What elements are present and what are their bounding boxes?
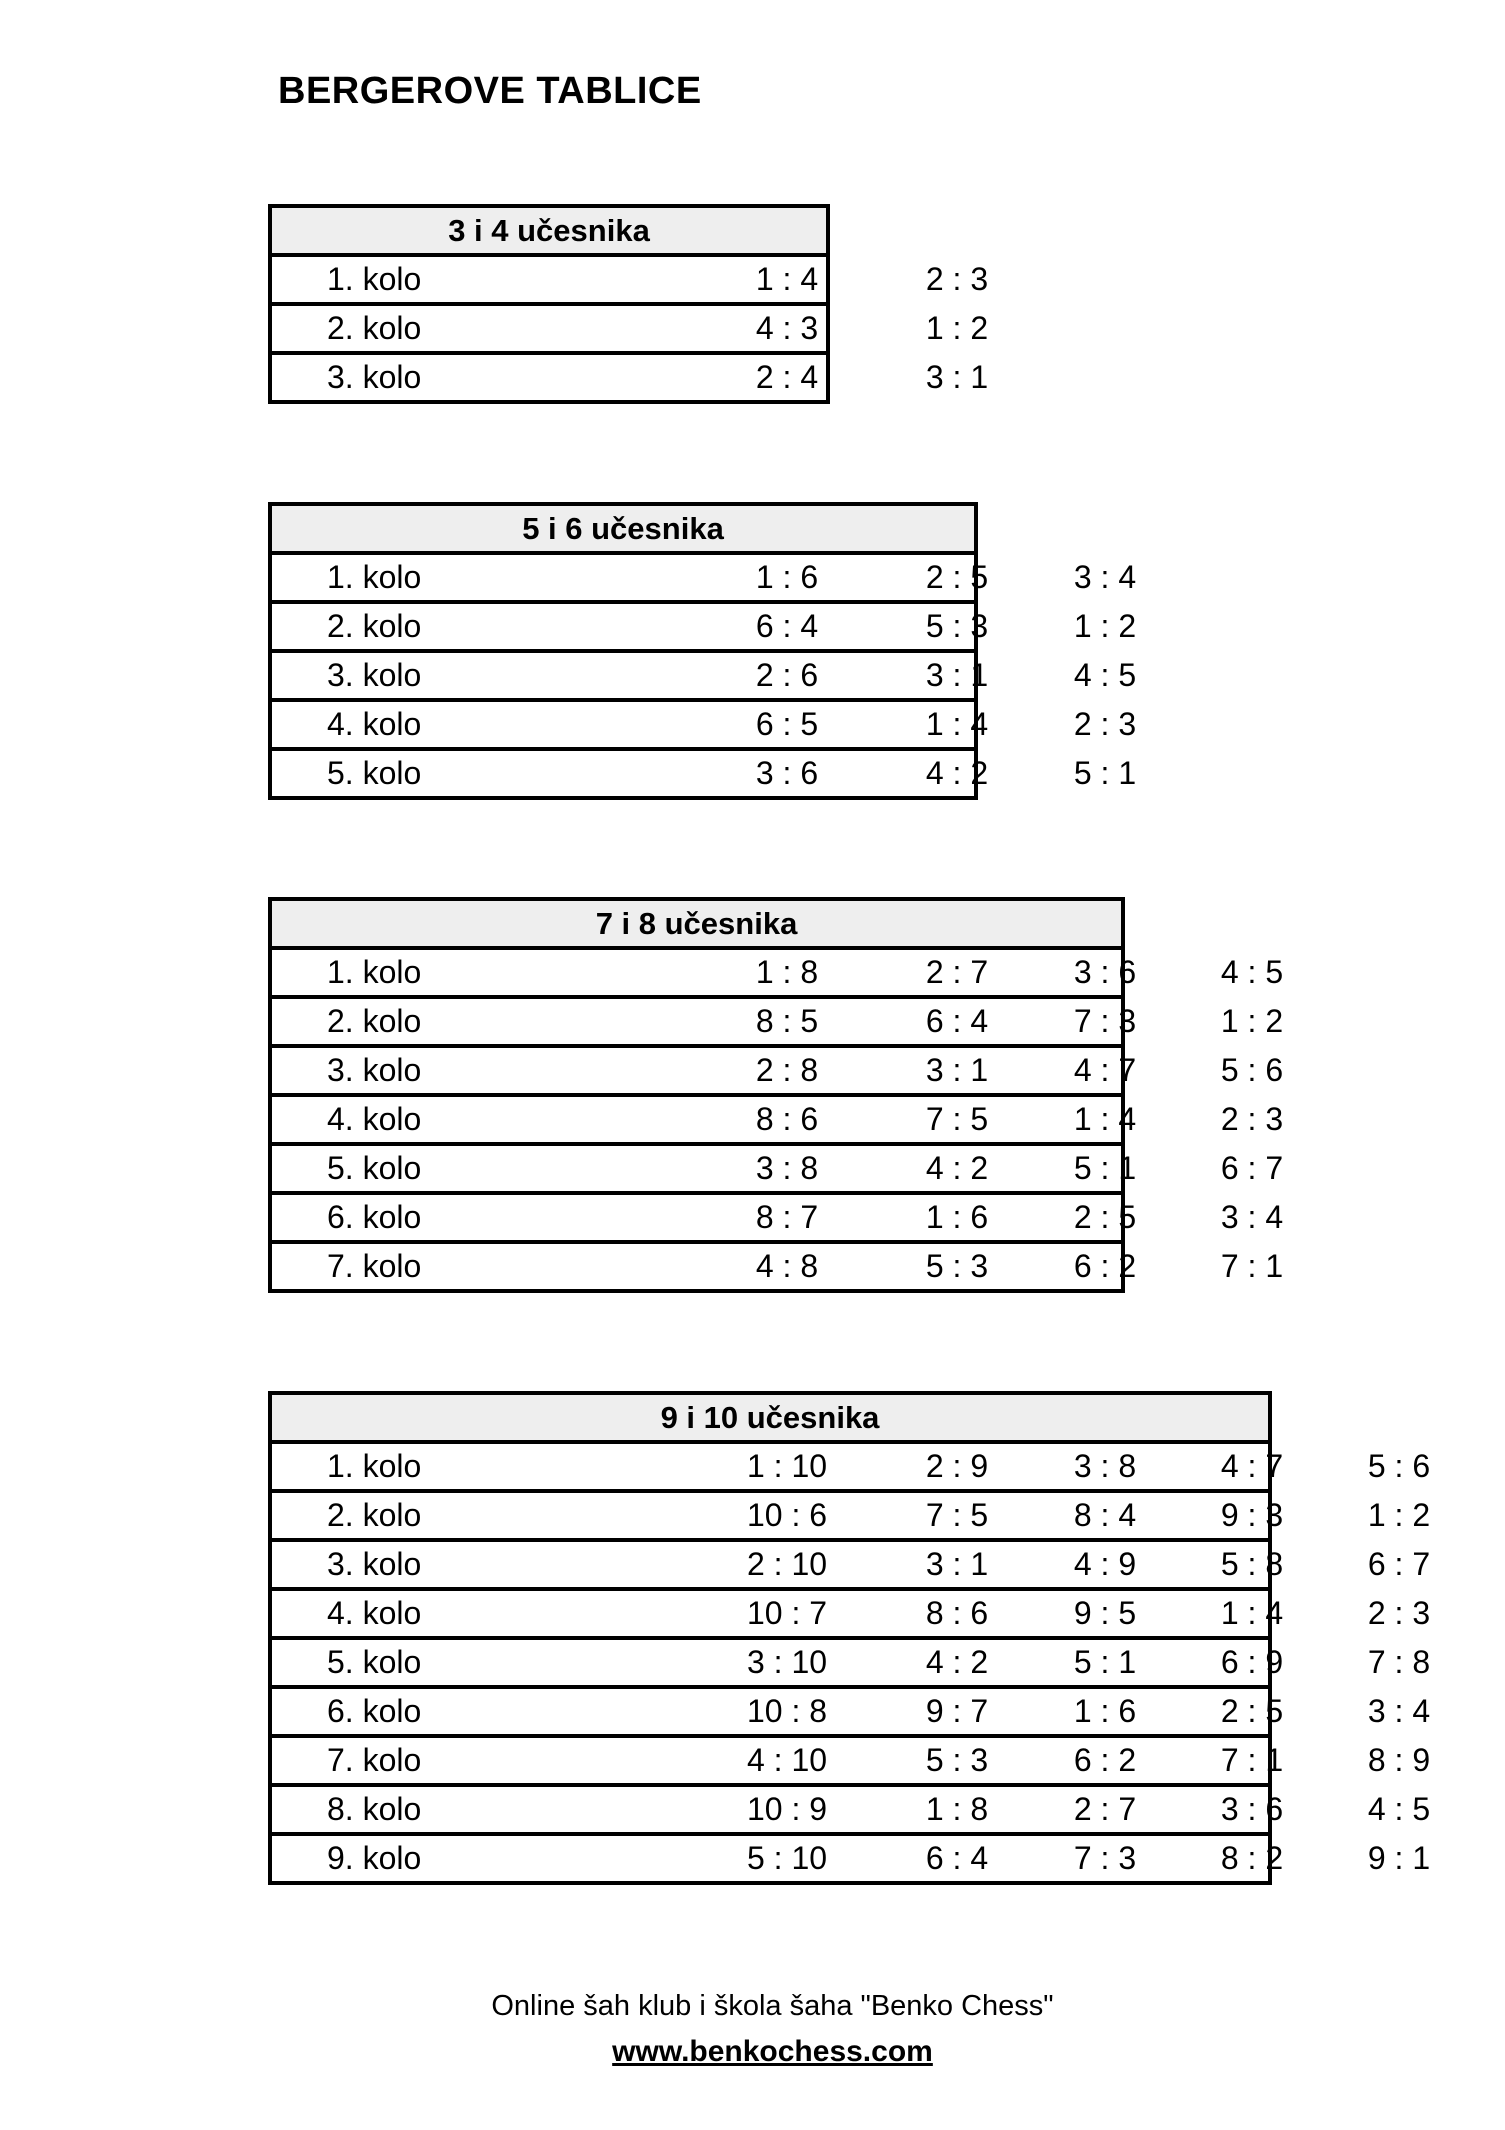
round-label: 9. kolo — [327, 1840, 422, 1876]
pairing-cell: 2 : 5 — [925, 559, 989, 595]
round-label: 4. kolo — [327, 1101, 422, 1137]
pairing-cell: 1 : 8 — [925, 1791, 989, 1827]
table-row — [272, 1444, 1431, 1493]
table-row — [272, 751, 1137, 796]
pairing-cell: 5 : 3 — [925, 1248, 989, 1284]
pairing-cell: 10 : 6 — [746, 1497, 828, 1533]
pairing-cell: 10 : 7 — [746, 1595, 828, 1631]
round-label: 6. kolo — [327, 1199, 422, 1235]
pairing-cell: 6 : 5 — [755, 706, 819, 742]
pairing-cell: 1 : 4 — [925, 706, 989, 742]
pairing-cell: 10 : 9 — [746, 1791, 828, 1827]
table-row — [272, 702, 1137, 751]
pairing-cell: 8 : 9 — [1367, 1742, 1431, 1778]
pairing-cell: 1 : 2 — [1073, 608, 1137, 644]
table-row — [272, 604, 1137, 653]
round-label: 5. kolo — [327, 1150, 422, 1186]
pairing-cell: 7 : 1 — [1220, 1742, 1284, 1778]
pairing-cell: 1 : 4 — [1073, 1101, 1137, 1137]
table-row — [272, 1640, 1431, 1689]
pairing-cell: 5 : 1 — [1073, 1150, 1137, 1186]
pairing-cell: 8 : 6 — [755, 1101, 819, 1137]
pairing-table — [268, 1391, 1431, 1885]
pairing-cell: 6 : 7 — [1220, 1150, 1284, 1186]
pairing-cell: 4 : 3 — [755, 310, 819, 346]
pairing-cell: 2 : 8 — [755, 1052, 819, 1088]
table-row — [272, 1493, 1431, 1542]
pairing-cell: 3 : 8 — [1073, 1448, 1137, 1484]
pairing-cell: 3 : 4 — [1073, 559, 1137, 595]
pairing-cell: 5 : 6 — [1220, 1052, 1284, 1088]
table-row — [272, 355, 989, 400]
table-row — [272, 306, 989, 355]
table-row — [272, 950, 1284, 999]
pairing-cell: 3 : 4 — [1367, 1693, 1431, 1729]
pairing-cell: 8 : 6 — [925, 1595, 989, 1631]
pairing-cell: 2 : 10 — [746, 1546, 828, 1582]
round-label: 1. kolo — [327, 261, 422, 297]
round-label: 2. kolo — [327, 1003, 422, 1039]
pairing-cell: 3 : 1 — [925, 657, 989, 693]
pairing-cell: 1 : 10 — [746, 1448, 828, 1484]
table-row — [272, 1048, 1284, 1097]
round-label: 2. kolo — [327, 1497, 422, 1533]
pairing-cell: 9 : 1 — [1367, 1840, 1431, 1876]
pairing-cell: 8 : 4 — [1073, 1497, 1137, 1533]
round-label: 4. kolo — [327, 706, 422, 742]
pairing-cell: 4 : 5 — [1220, 954, 1284, 990]
pairing-cell: 6 : 4 — [925, 1840, 989, 1876]
table-row — [272, 999, 1284, 1048]
pairing-cell: 7 : 8 — [1367, 1644, 1431, 1680]
pairing-cell: 1 : 6 — [755, 559, 819, 595]
table-row — [272, 1195, 1284, 1244]
pairing-cell: 2 : 7 — [925, 954, 989, 990]
round-label: 2. kolo — [327, 608, 422, 644]
pairing-cell: 5 : 1 — [1073, 755, 1137, 791]
pairing-cell: 2 : 6 — [755, 657, 819, 693]
footer-club-name: Online šah klub i škola šaha "Benko Chess" — [491, 1990, 1054, 2022]
pairing-cell: 3 : 1 — [925, 359, 989, 395]
table-row — [272, 1836, 1431, 1881]
pairing-cell: 3 : 4 — [1220, 1199, 1284, 1235]
pairing-cell: 4 : 7 — [1220, 1448, 1284, 1484]
pairing-cell: 7 : 5 — [925, 1497, 989, 1533]
table-row — [272, 1787, 1431, 1836]
pairing-cell: 6 : 7 — [1367, 1546, 1431, 1582]
round-label: 2. kolo — [327, 310, 422, 346]
round-label: 6. kolo — [327, 1693, 422, 1729]
pairing-cell: 3 : 1 — [925, 1546, 989, 1582]
pairing-cell: 1 : 2 — [1367, 1497, 1431, 1533]
table-row — [272, 1591, 1431, 1640]
pairing-cell: 4 : 5 — [1073, 657, 1137, 693]
pairing-cell: 1 : 2 — [1220, 1003, 1284, 1039]
round-label: 1. kolo — [327, 1448, 422, 1484]
pairing-cell: 1 : 6 — [925, 1199, 989, 1235]
pairing-cell: 5 : 1 — [1073, 1644, 1137, 1680]
pairing-cell: 7 : 5 — [925, 1101, 989, 1137]
pairing-cell: 8 : 5 — [755, 1003, 819, 1039]
pairing-cell: 1 : 2 — [925, 310, 989, 346]
table-row — [272, 1542, 1431, 1591]
pairing-cell: 1 : 4 — [1220, 1595, 1284, 1631]
table-row — [272, 1244, 1284, 1289]
pairing-cell: 5 : 8 — [1220, 1546, 1284, 1582]
table-heading: 7 i 8 učesnika — [272, 901, 1121, 950]
pairing-cell: 6 : 4 — [755, 608, 819, 644]
pairing-cell: 6 : 2 — [1073, 1742, 1137, 1778]
pairing-cell: 3 : 6 — [1220, 1791, 1284, 1827]
pairing-cell: 1 : 6 — [1073, 1693, 1137, 1729]
pairing-cell: 6 : 4 — [925, 1003, 989, 1039]
pairing-cell: 2 : 3 — [1367, 1595, 1431, 1631]
round-label: 5. kolo — [327, 755, 422, 791]
pairing-cell: 7 : 3 — [1073, 1840, 1137, 1876]
pairing-cell: 1 : 8 — [755, 954, 819, 990]
round-label: 4. kolo — [327, 1595, 422, 1631]
pairing-cell: 1 : 4 — [755, 261, 819, 297]
round-label: 3. kolo — [327, 1546, 422, 1582]
round-label: 7. kolo — [327, 1742, 422, 1778]
table-row — [272, 653, 1137, 702]
pairing-cell: 2 : 3 — [1073, 706, 1137, 742]
table-row — [272, 1097, 1284, 1146]
table-row — [272, 1146, 1284, 1195]
pairing-cell: 2 : 9 — [925, 1448, 989, 1484]
pairing-cell: 8 : 2 — [1220, 1840, 1284, 1876]
footer-website-link[interactable]: www.benkochess.com — [612, 2035, 933, 2068]
pairing-cell: 8 : 7 — [755, 1199, 819, 1235]
table-heading: 5 i 6 učesnika — [272, 506, 974, 555]
pairing-cell: 5 : 10 — [746, 1840, 828, 1876]
pairing-cell: 4 : 2 — [925, 755, 989, 791]
pairing-cell: 2 : 7 — [1073, 1791, 1137, 1827]
pairing-cell: 3 : 6 — [1073, 954, 1137, 990]
table-heading: 3 i 4 učesnika — [272, 208, 826, 257]
pairing-cell: 2 : 4 — [755, 359, 819, 395]
pairing-cell: 4 : 9 — [1073, 1546, 1137, 1582]
pairing-cell: 4 : 2 — [925, 1644, 989, 1680]
pairing-cell: 3 : 1 — [925, 1052, 989, 1088]
pairing-cell: 7 : 3 — [1073, 1003, 1137, 1039]
round-label: 1. kolo — [327, 559, 422, 595]
round-label: 3. kolo — [327, 359, 422, 395]
pairing-cell: 9 : 5 — [1073, 1595, 1137, 1631]
pairing-cell: 10 : 8 — [746, 1693, 828, 1729]
pairing-cell: 3 : 6 — [755, 755, 819, 791]
page-title: BERGEROVE TABLICE — [278, 70, 702, 112]
round-label: 7. kolo — [327, 1248, 422, 1284]
pairing-cell: 7 : 1 — [1220, 1248, 1284, 1284]
table-row — [272, 555, 1137, 604]
pairing-cell: 4 : 8 — [755, 1248, 819, 1284]
round-label: 8. kolo — [327, 1791, 422, 1827]
pairing-cell: 4 : 10 — [746, 1742, 828, 1778]
round-label: 1. kolo — [327, 954, 422, 990]
pairing-cell: 2 : 5 — [1073, 1199, 1137, 1235]
pairing-cell: 6 : 2 — [1073, 1248, 1137, 1284]
table-row — [272, 257, 989, 306]
pairing-cell: 3 : 10 — [746, 1644, 828, 1680]
pairing-table — [268, 897, 1284, 1293]
round-label: 3. kolo — [327, 657, 422, 693]
pairing-table — [268, 502, 1137, 800]
pairing-cell: 5 : 6 — [1367, 1448, 1431, 1484]
pairing-cell: 2 : 3 — [1220, 1101, 1284, 1137]
pairing-cell: 2 : 3 — [925, 261, 989, 297]
round-label: 3. kolo — [327, 1052, 422, 1088]
pairing-cell: 3 : 8 — [755, 1150, 819, 1186]
pairing-cell: 4 : 7 — [1073, 1052, 1137, 1088]
pairing-cell: 9 : 7 — [925, 1693, 989, 1729]
pairing-cell: 5 : 3 — [925, 1742, 989, 1778]
pairing-cell: 6 : 9 — [1220, 1644, 1284, 1680]
pairing-cell: 4 : 2 — [925, 1150, 989, 1186]
table-row — [272, 1689, 1431, 1738]
pairing-cell: 2 : 5 — [1220, 1693, 1284, 1729]
pairing-cell: 9 : 3 — [1220, 1497, 1284, 1533]
table-row — [272, 1738, 1431, 1787]
pairing-cell: 4 : 5 — [1367, 1791, 1431, 1827]
round-label: 5. kolo — [327, 1644, 422, 1680]
table-heading: 9 i 10 učesnika — [272, 1395, 1268, 1444]
pairing-cell: 5 : 3 — [925, 608, 989, 644]
pairing-table — [268, 204, 989, 404]
